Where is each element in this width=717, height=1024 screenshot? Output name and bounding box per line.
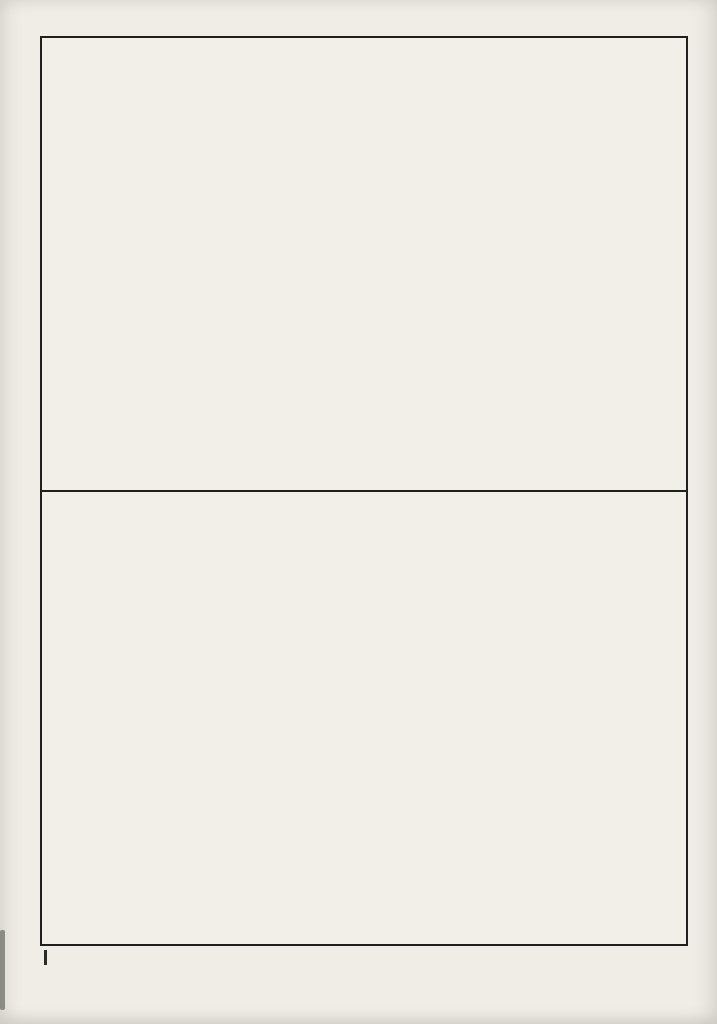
roster-block-bottom xyxy=(42,490,686,944)
roster-block-top xyxy=(42,38,686,490)
scan-edge-artifact xyxy=(0,930,5,1010)
roster-table xyxy=(40,36,688,946)
scan-bar-artifact xyxy=(44,950,47,965)
